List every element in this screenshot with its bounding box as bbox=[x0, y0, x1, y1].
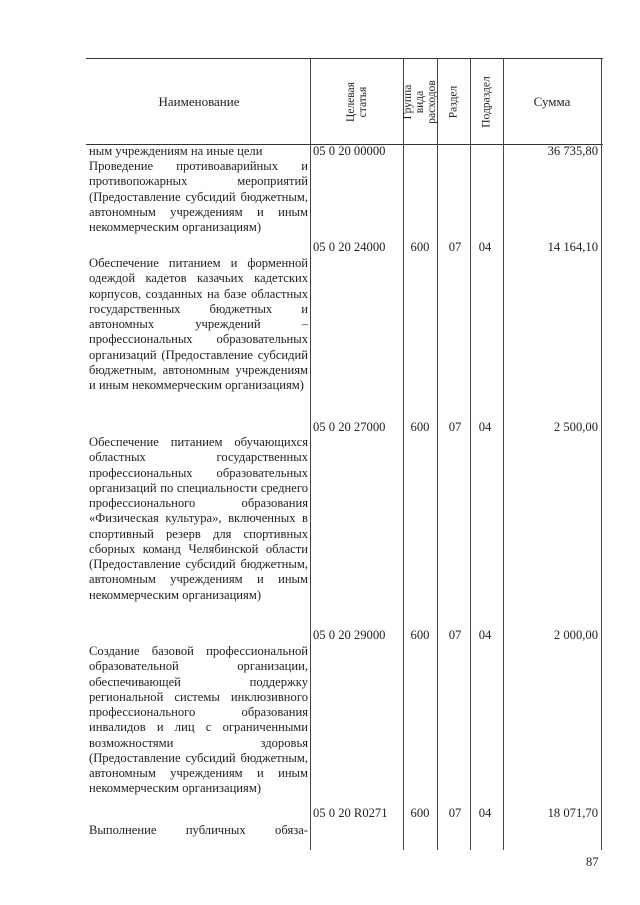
row-section: 07 bbox=[448, 240, 462, 254]
row-code: 05 0 20 27000 bbox=[313, 420, 386, 434]
table-top-border bbox=[86, 58, 603, 59]
column-divider bbox=[437, 58, 438, 850]
row-subsection: 04 bbox=[478, 420, 492, 434]
header-subsection: Подраздел bbox=[480, 76, 493, 128]
row-subsection: 04 bbox=[478, 240, 492, 254]
row-section: 07 bbox=[448, 420, 462, 434]
row-name: Проведение противоаварийных и противопожарных мероприятий (Предоставление субсидий бюджетным, автономным учреждениям и иным некоммерческим организациям) bbox=[89, 159, 308, 234]
row-subsection: 04 bbox=[478, 806, 492, 820]
header-expense-group: Группа вида расходов bbox=[402, 80, 438, 124]
row-group: 600 bbox=[410, 806, 430, 820]
column-divider bbox=[310, 58, 311, 850]
row-name: ным учреждениям на иные цели bbox=[89, 144, 263, 158]
row-section: 07 bbox=[448, 806, 462, 820]
row-name: Создание базовой профессиональной образовательной организации, обеспечивающей поддержку региональной системы инклюзивного профессионального образования инвалидов и лиц с ограниченными возможностями здоровья (Предоставление субсидий бюджетным, автономным учреждениям и иным некоммерческим организациям) bbox=[89, 644, 308, 796]
row-sum: 2 000,00 bbox=[553, 628, 598, 642]
header-section: Раздел bbox=[447, 85, 460, 119]
column-divider bbox=[601, 58, 602, 850]
header-sum: Сумма bbox=[533, 94, 571, 109]
row-name: Обеспечение питанием и форменной одеждой кадетов казачьих кадетских корпусов, созданных на базе областных государственных бюджетных и автономных учреждений – профессиональных образовательных организаций (Предоставление субсидий бюджетным, автономным учреждениям и иным некоммерческим организациям) bbox=[89, 256, 308, 392]
row-sum: 36 735,80 bbox=[547, 144, 598, 158]
row-sum: 2 500,00 bbox=[553, 420, 598, 434]
row-group: 600 bbox=[410, 240, 430, 254]
row-code: 05 0 20 24000 bbox=[313, 240, 386, 254]
column-divider bbox=[470, 58, 471, 850]
row-code: 05 0 20 00000 bbox=[313, 144, 386, 158]
row-name: Выполнение публичных обяза- bbox=[89, 823, 308, 837]
row-code: 05 0 20 29000 bbox=[313, 628, 386, 642]
row-sum: 18 071,70 bbox=[547, 806, 598, 820]
row-subsection: 04 bbox=[478, 628, 492, 642]
column-divider bbox=[403, 58, 404, 850]
row-group: 600 bbox=[410, 628, 430, 642]
row-section: 07 bbox=[448, 628, 462, 642]
row-sum: 14 164,10 bbox=[547, 240, 598, 254]
header-name: Наименование bbox=[158, 94, 240, 109]
header-target-article: Целевая статья bbox=[344, 82, 369, 122]
page-number: 87 bbox=[586, 855, 599, 869]
row-name: Обеспечение питанием обучающихся областных государственных профессиональных образовательных организаций по специальности среднего профессионального образования «Физическая культура», включенных в спортивный резерв для спортивных сборных команд Челябинской области (Предоставление субсидий бюджетным, автономным учреждениям и иным некоммерческим организациям) bbox=[89, 435, 308, 602]
row-group: 600 bbox=[410, 420, 430, 434]
column-divider bbox=[503, 58, 504, 850]
row-code: 05 0 20 R0271 bbox=[313, 806, 388, 820]
